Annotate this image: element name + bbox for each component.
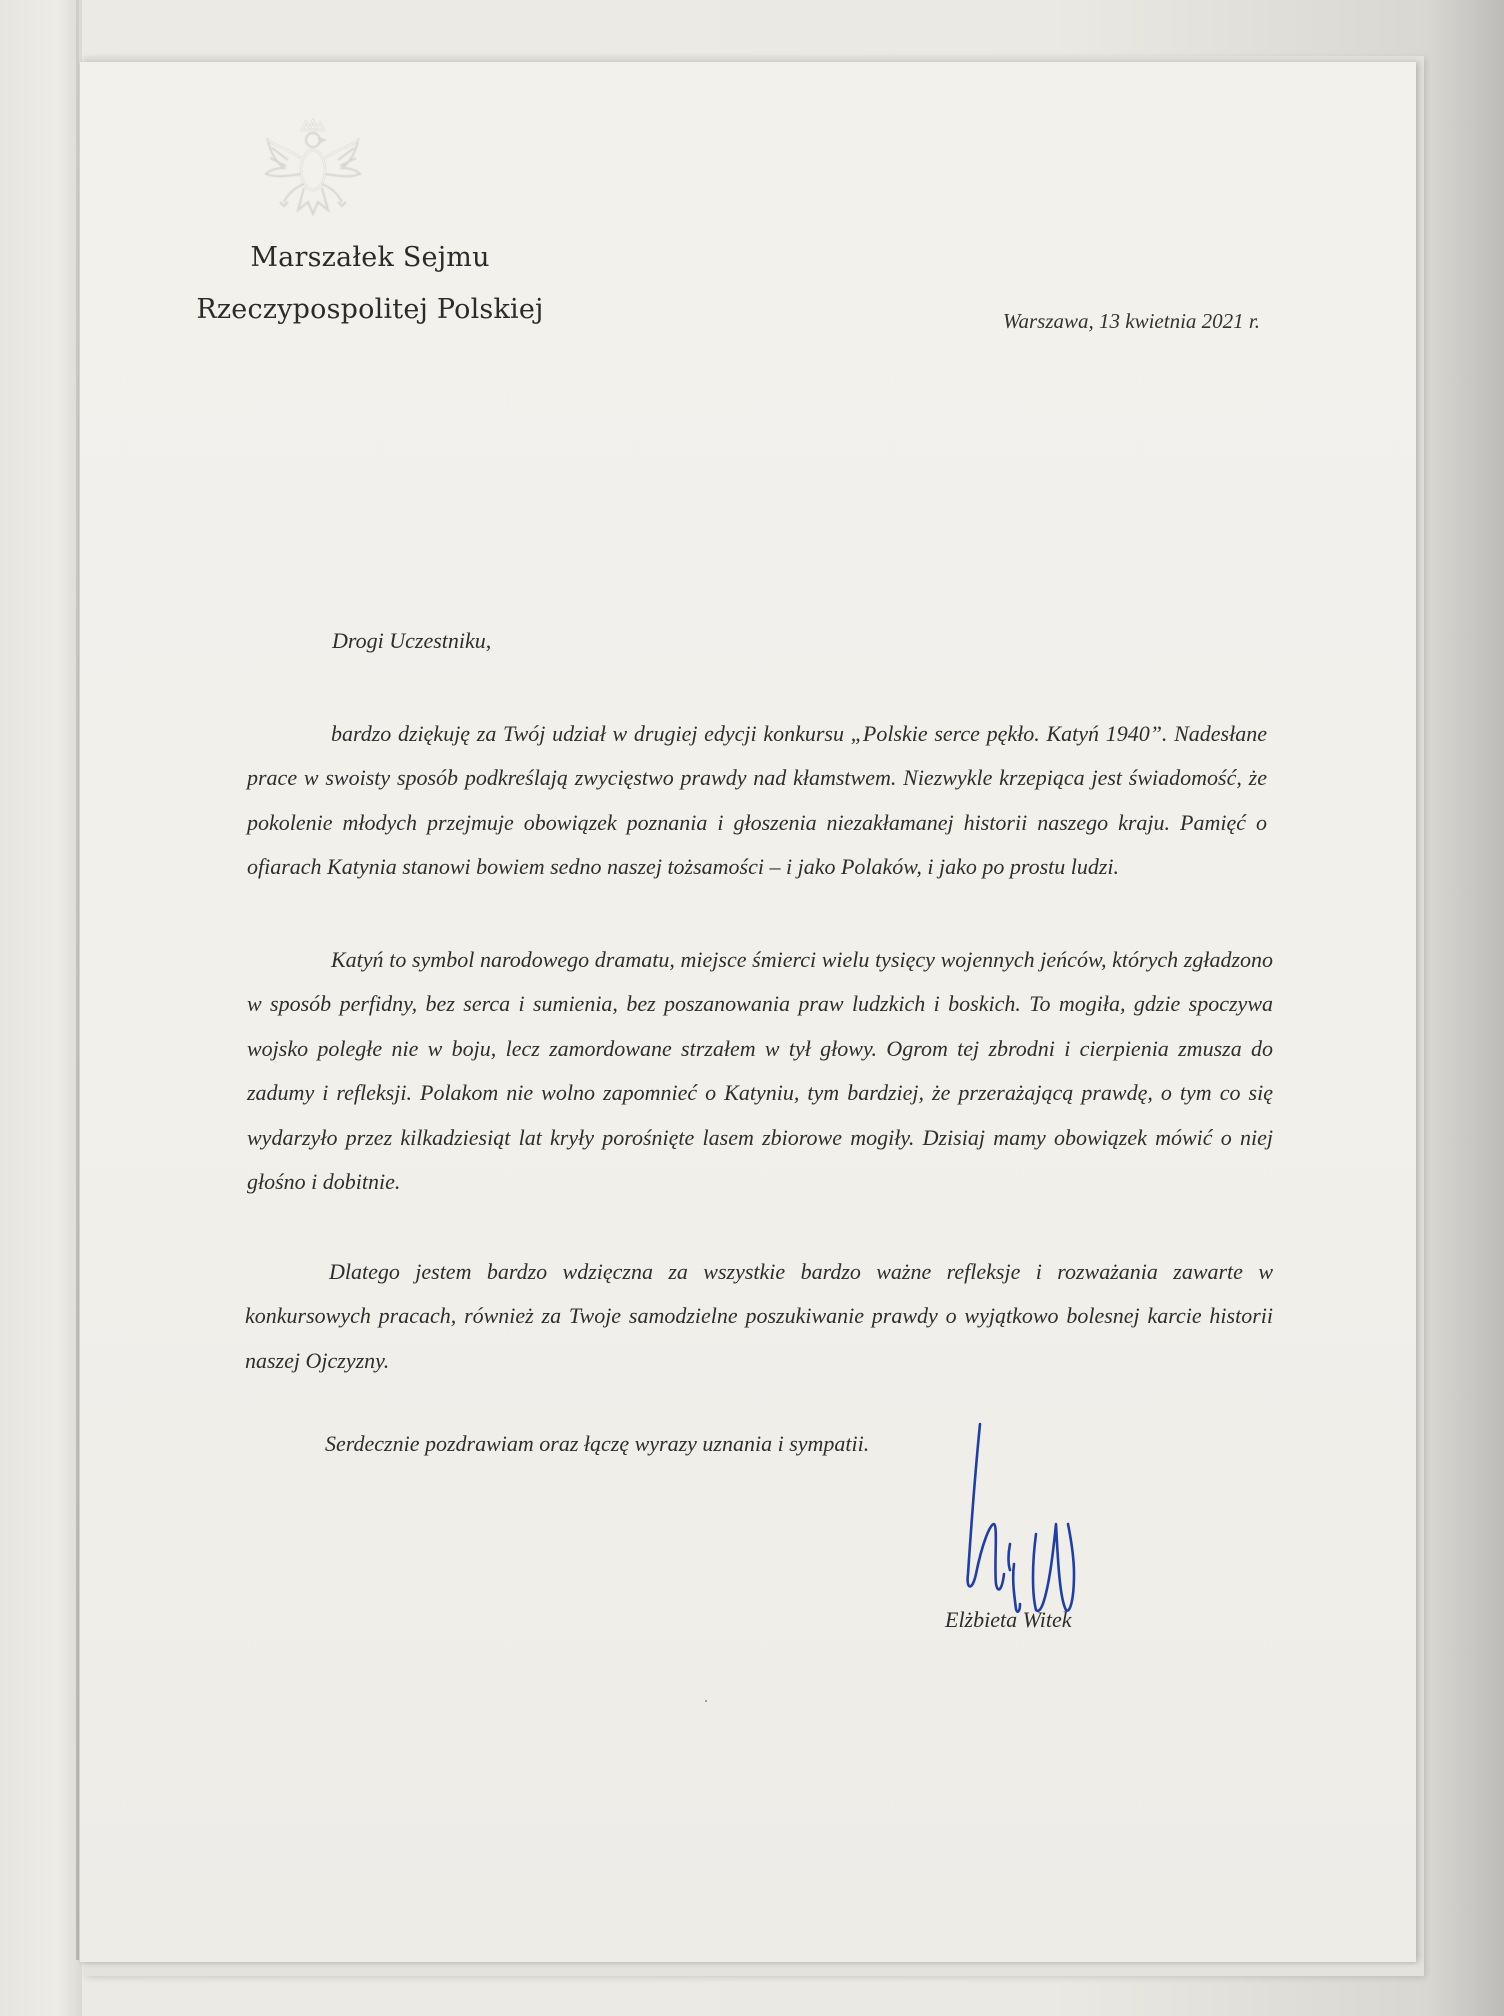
paper-speck [705,1700,707,1702]
letter-date: Warszawa, 13 kwietnia 2021 r. [1002,309,1260,333]
handwritten-signature [950,1414,1110,1624]
salutation: Drogi Uczestniku, [332,628,492,653]
paragraph-3: Dlatego jestem bardzo wdzięczna za wszystkie bardzo ważne refleksje i rozważania zawarte w konkursowych pracach, również za Twoje samodzielne poszukiwanie prawdy o wyjątkowo bolesnej karcie historii naszej Ojczyzny. [245,1259,1273,1373]
paragraph-closing: Serdecznie pozdrawiam oraz łączę wyrazy uznania i sympatii. [325,1431,870,1456]
folder-crease [76,0,79,1960]
left-folder-page [0,0,82,2016]
letterhead [170,232,570,336]
letterhead-line-1: Marszałek Sejmu [250,242,490,273]
paragraph-1: bardzo dziękuję za Twój udział w drugiej edycji konkursu „Polskie serce pękło. Katyń 1940”. Nadesłane prace w swoisty sposób podkreślają zwycięstwo prawdy nad kłamstwem. Niezwykle krzepiąca jest świadomość, że pokolenie młodych przejmuje obowiązek poznania i głoszenia niezakłamanej historii naszego kraju. Pamięć o ofiarach Katynia stanowi bowiem sedno naszej tożsamości – i jako Polaków, i jako po prostu ludzi. [247,721,1267,880]
letterhead-line-2: Rzeczypospolitej Polskiej [196,294,544,325]
signer-name: Elżbieta Witek [945,1607,1072,1632]
polish-eagle-emblem-icon [262,118,364,228]
paragraph-2: Katyń to symbol narodowego dramatu, miejsce śmierci wielu tysięcy wojennych jeńców, których zgładzono w sposób perfidny, bez serca i sumienia, bez poszanowania praw ludzkich i boskich. To mogiła, gdzie spoczywa wojsko poległe nie w boju, lecz zamordowane strzałem w tył głowy. Ogrom tej zbrodni i cierpienia zmusza do zadumy i refleksji. Polakom nie wolno zapomnieć o Katyniu, tym bardziej, że przerażającą prawdę, o tym co się wydarzyło przez kilkadziesiąt lat kryły porośnięte lasem zbiorowe mogiły. Dzisiaj mamy obowiązek mówić o niej głośno i dobitnie. [247,947,1273,1195]
